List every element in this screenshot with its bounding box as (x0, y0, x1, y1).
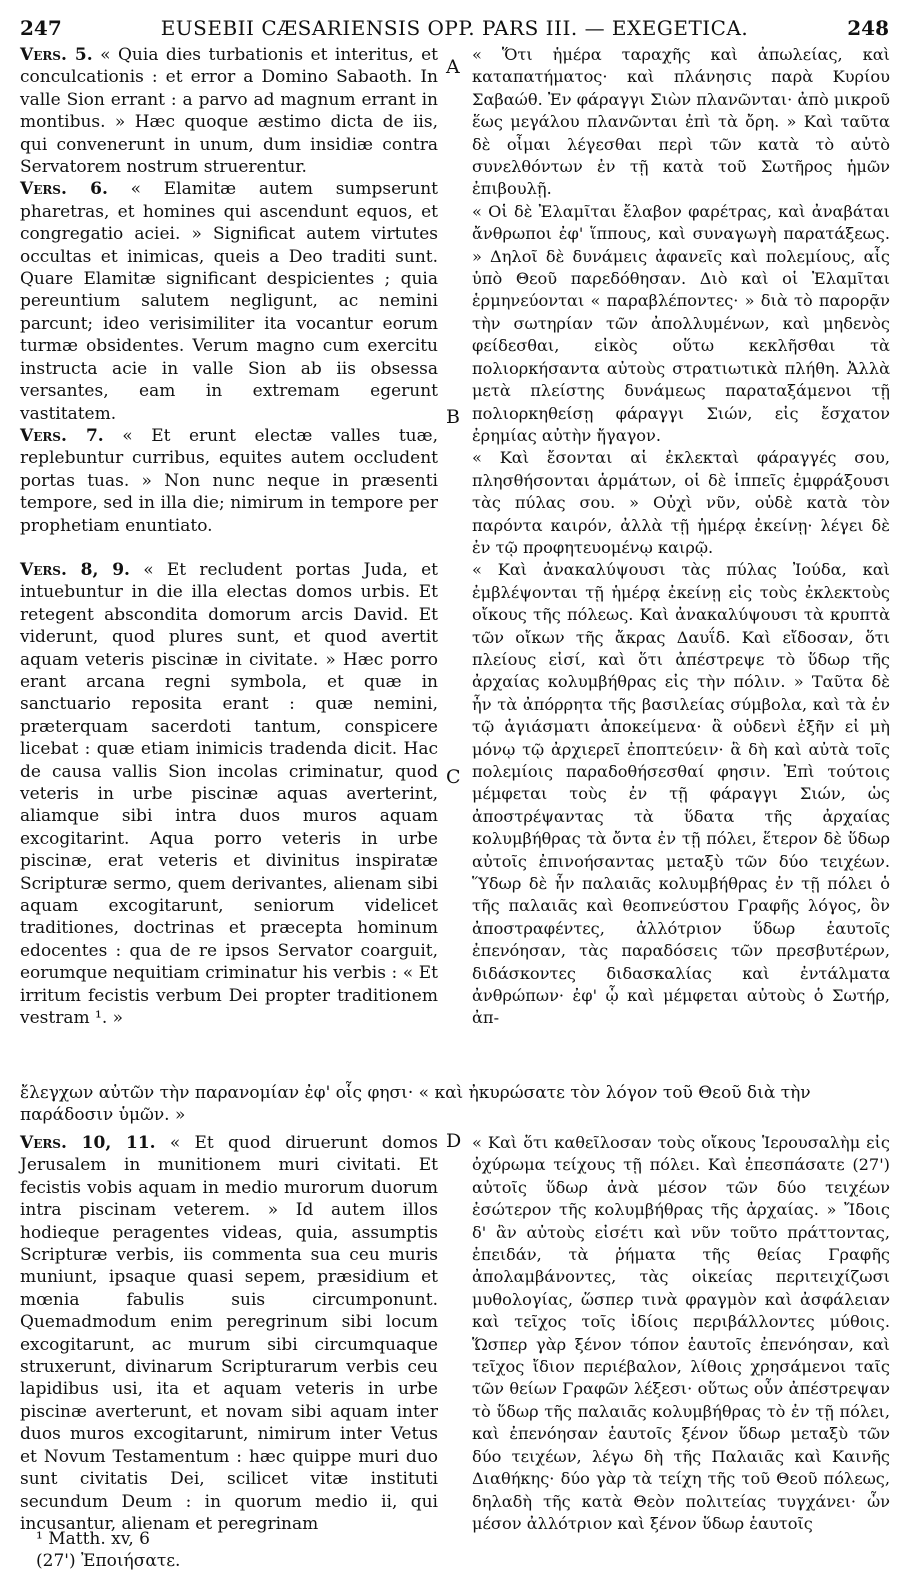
running-header (20, 12, 889, 38)
latin-verse-5 (20, 44, 438, 178)
verse-ref: Vers. 8, 9. (20, 559, 130, 580)
marker-a: A (446, 56, 460, 78)
greek-verse-5: « Ὅτι ἡμέρα ταραχῆς καὶ ἀπωλείας, καὶ καταπατήματος· καὶ πλάνησις παρὰ Κυρίου Σαβαώθ. Ἐν φάραγγι Σιὼν πλανῶνται· ἀπὸ μικροῦ ἕως μεγάλου πλανῶνται ἐπὶ τὰ ὄρη. » Καὶ ταῦτα δὲ οἶμαι λέγεσθαι περὶ τῶν κατὰ τὸ αὐτὸ συνελθόντων ἐν τῇ κατὰ τοῦ Σωτῆρος ἡμῶν ἐπιβουλῇ. (472, 45, 891, 199)
latin-verse-7 (20, 425, 438, 537)
latin-column (20, 44, 438, 1029)
latin-verse-8-9 (20, 559, 438, 1030)
footnote-27: (27') Ἐποιήσατε. (36, 1551, 181, 1571)
marker-d: D (446, 1130, 462, 1152)
verse-ref: Vers. 10, 11. (20, 1133, 156, 1153)
footnotes (36, 1528, 180, 1572)
greek-column (472, 44, 890, 1030)
latin-text: « Elamitæ autem sumpserunt pharetras, et homines qui ascendunt equos, et congregatio aciei. » Significat autem virtutes occultas et inimicas, queis a Deo traditi sunt. Quare Elamitæ significant despicientes ; quia pereuntium salutem negligunt, ac nemini parcunt; ideo verisimiliter ita vocantur eorum turmæ obsidentes. Verum magno cum exercitu instructa acie in valle Sion ab iis obsessa versantes, eam in extremam egerunt vastitatem. (20, 179, 439, 424)
latin-text: « Quia dies turbationis et interitus, et conculcationis : et error a Domino Sabaoth. In valle Sion errant : a parvo ad magnum errant in montibus. » Hæc quoque æstimo dicta de iis, qui convenerunt in unum, dum insidiæ contra Servatorem nostrum struerentur. (20, 45, 439, 178)
margin-markers (438, 44, 472, 1344)
footnote-1: ¹ Matth. xv, 6 (36, 1529, 150, 1549)
greek-verse-7: « Καὶ ἔσονται αἱ ἐκλεκταὶ φάραγγές σου, πλησθήσονται ἁρμάτων, οἱ δὲ ἱππεῖς ἐμφράξουσι τὰς πύλας σου. » Οὐχὶ νῦν, οὐδὲ κατὰ τὸν παρόντα καιρόν, ἀλλὰ τῇ ἡμέρᾳ ἐκείνῃ· λέγει δὲ ἐν τῷ προφητευομένῳ καιρῷ. (472, 448, 890, 557)
running-title: EUSEBII CÆSARIENSIS OPP. PARS III. — EXEGETICA. (160, 16, 749, 40)
verse-ref: Vers. 6. (20, 179, 108, 200)
page-number-left: 247 (20, 16, 62, 40)
verse-ref: Vers. 5. (20, 45, 93, 65)
latin-verse-10-11 (20, 1132, 438, 1535)
greek-verse-6: « Οἱ δὲ Ἐλαμῖται ἔλαβον φαρέτρας, καὶ ἀναβάται ἄνθρωποι ἐφ' ἵππους, καὶ συναγωγὴ παρατάξεως. » Δηλοῖ δὲ δυνάμεις ἀφανεῖς καὶ πολεμίους, αἷς ὑπὸ Θεοῦ παρεδόθησαν. Διὸ καὶ οἱ Ἐλαμῖται ἑρμηνεύονται « παραβλέποντες· » διὰ τὸ παρορᾷν τὴν σωτηρίαν τῶν ἀπολλυμένων, καὶ μηδενὸς φείδεσθαι, εἰκὸς οὕτω κεκλῆσθαι τὰ πολιορκήσαντα αὐτοὺς στρατιωτικὰ πλήθη. Ἀλλὰ μετὰ πλείστης δυνάμεως παραταξάμενοι τῇ πολιορκηθείσῃ φάραγγι Σιών, εἰς ἔσχατον ἐρημίας αὐτὴν ἤγαγον. (472, 201, 890, 445)
verse-ref: Vers. 7. (20, 425, 104, 446)
latin-verse-6 (20, 178, 438, 424)
page-number-right: 248 (847, 16, 889, 40)
greek-verse-8-9: « Καὶ ἀνακαλύψουσι τὰς πύλας Ἰούδα, καὶ ἐμβλέψονται τῇ ἡμέρᾳ ἐκείνῃ εἰς τοὺς ἐκλεκτοὺς οἴκους τῆς πόλεως. Καὶ ἀνακαλύψουσι τὰ κρυπτὰ τῶν οἴκων τῆς ἄκρας Δαυΐδ. Καὶ εἴδοσαν, ὅτι πλείους εἰσί, καὶ ὅτι ἀπέστρεψε τὸ ὕδωρ τῆς ἀρχαίας κολυμβήθρας εἰς τὴν πόλιν. » Ταῦτα δὲ ἦν τὰ ἀπόρρητα τῆς βασιλείας σύμβολα, καὶ τὰ ἐν τῷ ἁγιάσματι ἀποκείμενα· ἃ οὐδενὶ ἐξῆν εἰ μὴ μόνῳ τῷ ἀρχιερεῖ ἐποπτεύειν· ἃ δὴ καὶ αὐτὰ τοῖς πολεμίοις παραδοθήσεσθαί φησιν. Ἐπὶ τούτοις μέμφεται τοὺς ἐν τῇ φάραγγι Σιών, ὡς ἀποστρέψαντας τὰ ὕδατα τῆς ἀρχαίας κολυμβήθρας τὰ ὄντα ἐν τῇ πόλει, ἕτερον δὲ ὕδωρ αὐτοῖς ἐπινοήσαντας μεταξὺ τῶν δύο τειχέων. Ὕδωρ δὲ ἦν παλαιᾶς κολυμβήθρας ἐν τῇ πόλει ὁ τῆς παλαιᾶς καὶ θεοπνεύστου Γραφῆς λόγος, ὃν ἀποστραφέντες, ἀλλότριον ὕδωρ ἑαυτοῖς ἐπενόησαν, τὰς παραδόσεις τῶν πρεσβυτέρων, διδάσκοντες διδασκαλίας καὶ ἐντάλματα ἀνθρώπων· ἐφ' ᾧ καὶ μέμφεται αὐτοὺς ὁ Σωτήρ, ἀπ- (472, 560, 890, 1028)
marker-c: C (446, 766, 461, 788)
shared-greek-line: ἔλεγχων αὐτῶν τὴν παρανομίαν ἐφ' οἷς φησι· « καὶ ἠκυρώσατε τὸν λόγον τοῦ Θεοῦ διὰ τὴν παράδοσιν ὑμῶν. » (20, 1083, 811, 1126)
latin-text: « Et recludent portas Juda, et intuebuntur in die illa electas domos urbis. Et retegent abscondita domorum arcis David. Et viderunt, quod plures sunt, et quod avertit aquam veteris piscinæ in civitate. » Hæc porro erant arcana regni symbola, et quæ in sanctuario reposita erant : quæ nemini, præterquam sacerdoti tantum, conspicere licebat : quæ etiam inimicis tradenda dicit. Hac de causa vallis Sion incolas criminatur, quod veteris in urbe piscinæ aquas averterint, aliamque sibi intra duos muros aquam excogitarint. Aqua porro veteris in urbe piscinæ, erat veteris et divinitus inspiratæ Scripturæ sermo, quem derivantes, alienam sibi aquam excogitarunt, seniorum videlicet traditiones, doctrinas et præcepta hominum edocentes : qua de re ipsos Servator coarguit, eorumque nequitiam criminatur his verbis : « Et irritum fecistis verbum Dei propter traditionem vestram ¹. » (20, 559, 438, 1029)
latin-column-lower (20, 1132, 438, 1535)
latin-text: « Et erunt electæ valles tuæ, replebuntur curribus, equites autem occludent portas tuas. » Non nunc neque in præsenti tempore, sed in illa die; nimirum in tempore per prophetiam enuntiato. (20, 425, 438, 536)
greek-verse-10-11: « Καὶ ὅτι καθεῖλοσαν τοὺς οἴκους Ἱερουσαλὴμ εἰς ὀχύρωμα τείχους τῇ πόλει. Καὶ ἐπεσπάσατε (27') αὐτοῖς ὕδωρ ἀνὰ μέσον τῶν δύο τειχέων ἐσώτερον τῆς κολυμβήθρας τῆς ἀρχαίας. » Ἴδοις δ' ἂν αὐτοὺς εἰσέτι καὶ νῦν τοῦτο πράττοντας, ἐπειδάν, τὰ ῥήματα τῆς θείας Γραφῆς ἀπολαμβάνοντες, τὰς οἰκείας περιτειχίζωσι μυθολογίας, ὥσπερ τινὰ φραγμὸν καὶ ἀσφάλειαν καὶ τεῖχος τοῖς ἰδίοις περιβάλλοντες μύθοις. Ὥσπερ γὰρ ξένον τόπον ἑαυτοῖς ἐπενόησαν, καὶ τεῖχος ἴδιον περιέβαλον, λίθοις χρησάμενοι ταῖς τῶν θείων Γραφῶν λέξεσι· οὕτως οὖν ἀπέστρεψαν τὸ ὕδωρ τῆς παλαιᾶς κολυμβήθρας τὸ ἐν τῇ πόλει, καὶ ἐπενόησαν ἑαυτοῖς ξένον ὕδωρ μεταξὺ τῶν δύο τειχέων, λέγω δὴ τῆς Παλαιᾶς καὶ Καινῆς Διαθήκης· δύο γὰρ τὰ τείχη τῆς τοῦ Θεοῦ πόλεως, δηλαδὴ τῆς κατὰ Θεὸν πολιτείας τυγχάνει· ὧν μέσον ἀλλότριον καὶ ξένον ὕδωρ ἑαυτοῖς (472, 1133, 890, 1533)
latin-text: « Et quod diruerunt domos Jerusalem in munitionem muri civitati. Et fecistis vobis aquam in medio murorum duorum intra piscinam veterem. » Id autem illos hodieque peragentes videas, quia, assumptis Scripturæ verbis, iis commenta sua ceu muris muniunt, ipsaque quasi sepem, præsidium et mœnia fabulis suis circumponunt. Quemadmodum enim peregrinum sibi locum excogitarunt, ac murum sibi circumquaque struxerunt, divinarum Scripturarum verbis ceu lapidibus usi, ita et aquam veteris in urbe piscinæ averterunt, et novam sibi aquam inter duos muros excogitarunt, nimirum inter Vetus et Novum Testamentum : hæc quippe muri duo sunt civitatis Dei, scilicet vitæ instituti secundum Deum : in quorum medio ii, qui incusantur, alienam et peregrinam (20, 1133, 438, 1534)
marker-b: B (446, 406, 460, 428)
greek-column-lower (472, 1132, 890, 1535)
